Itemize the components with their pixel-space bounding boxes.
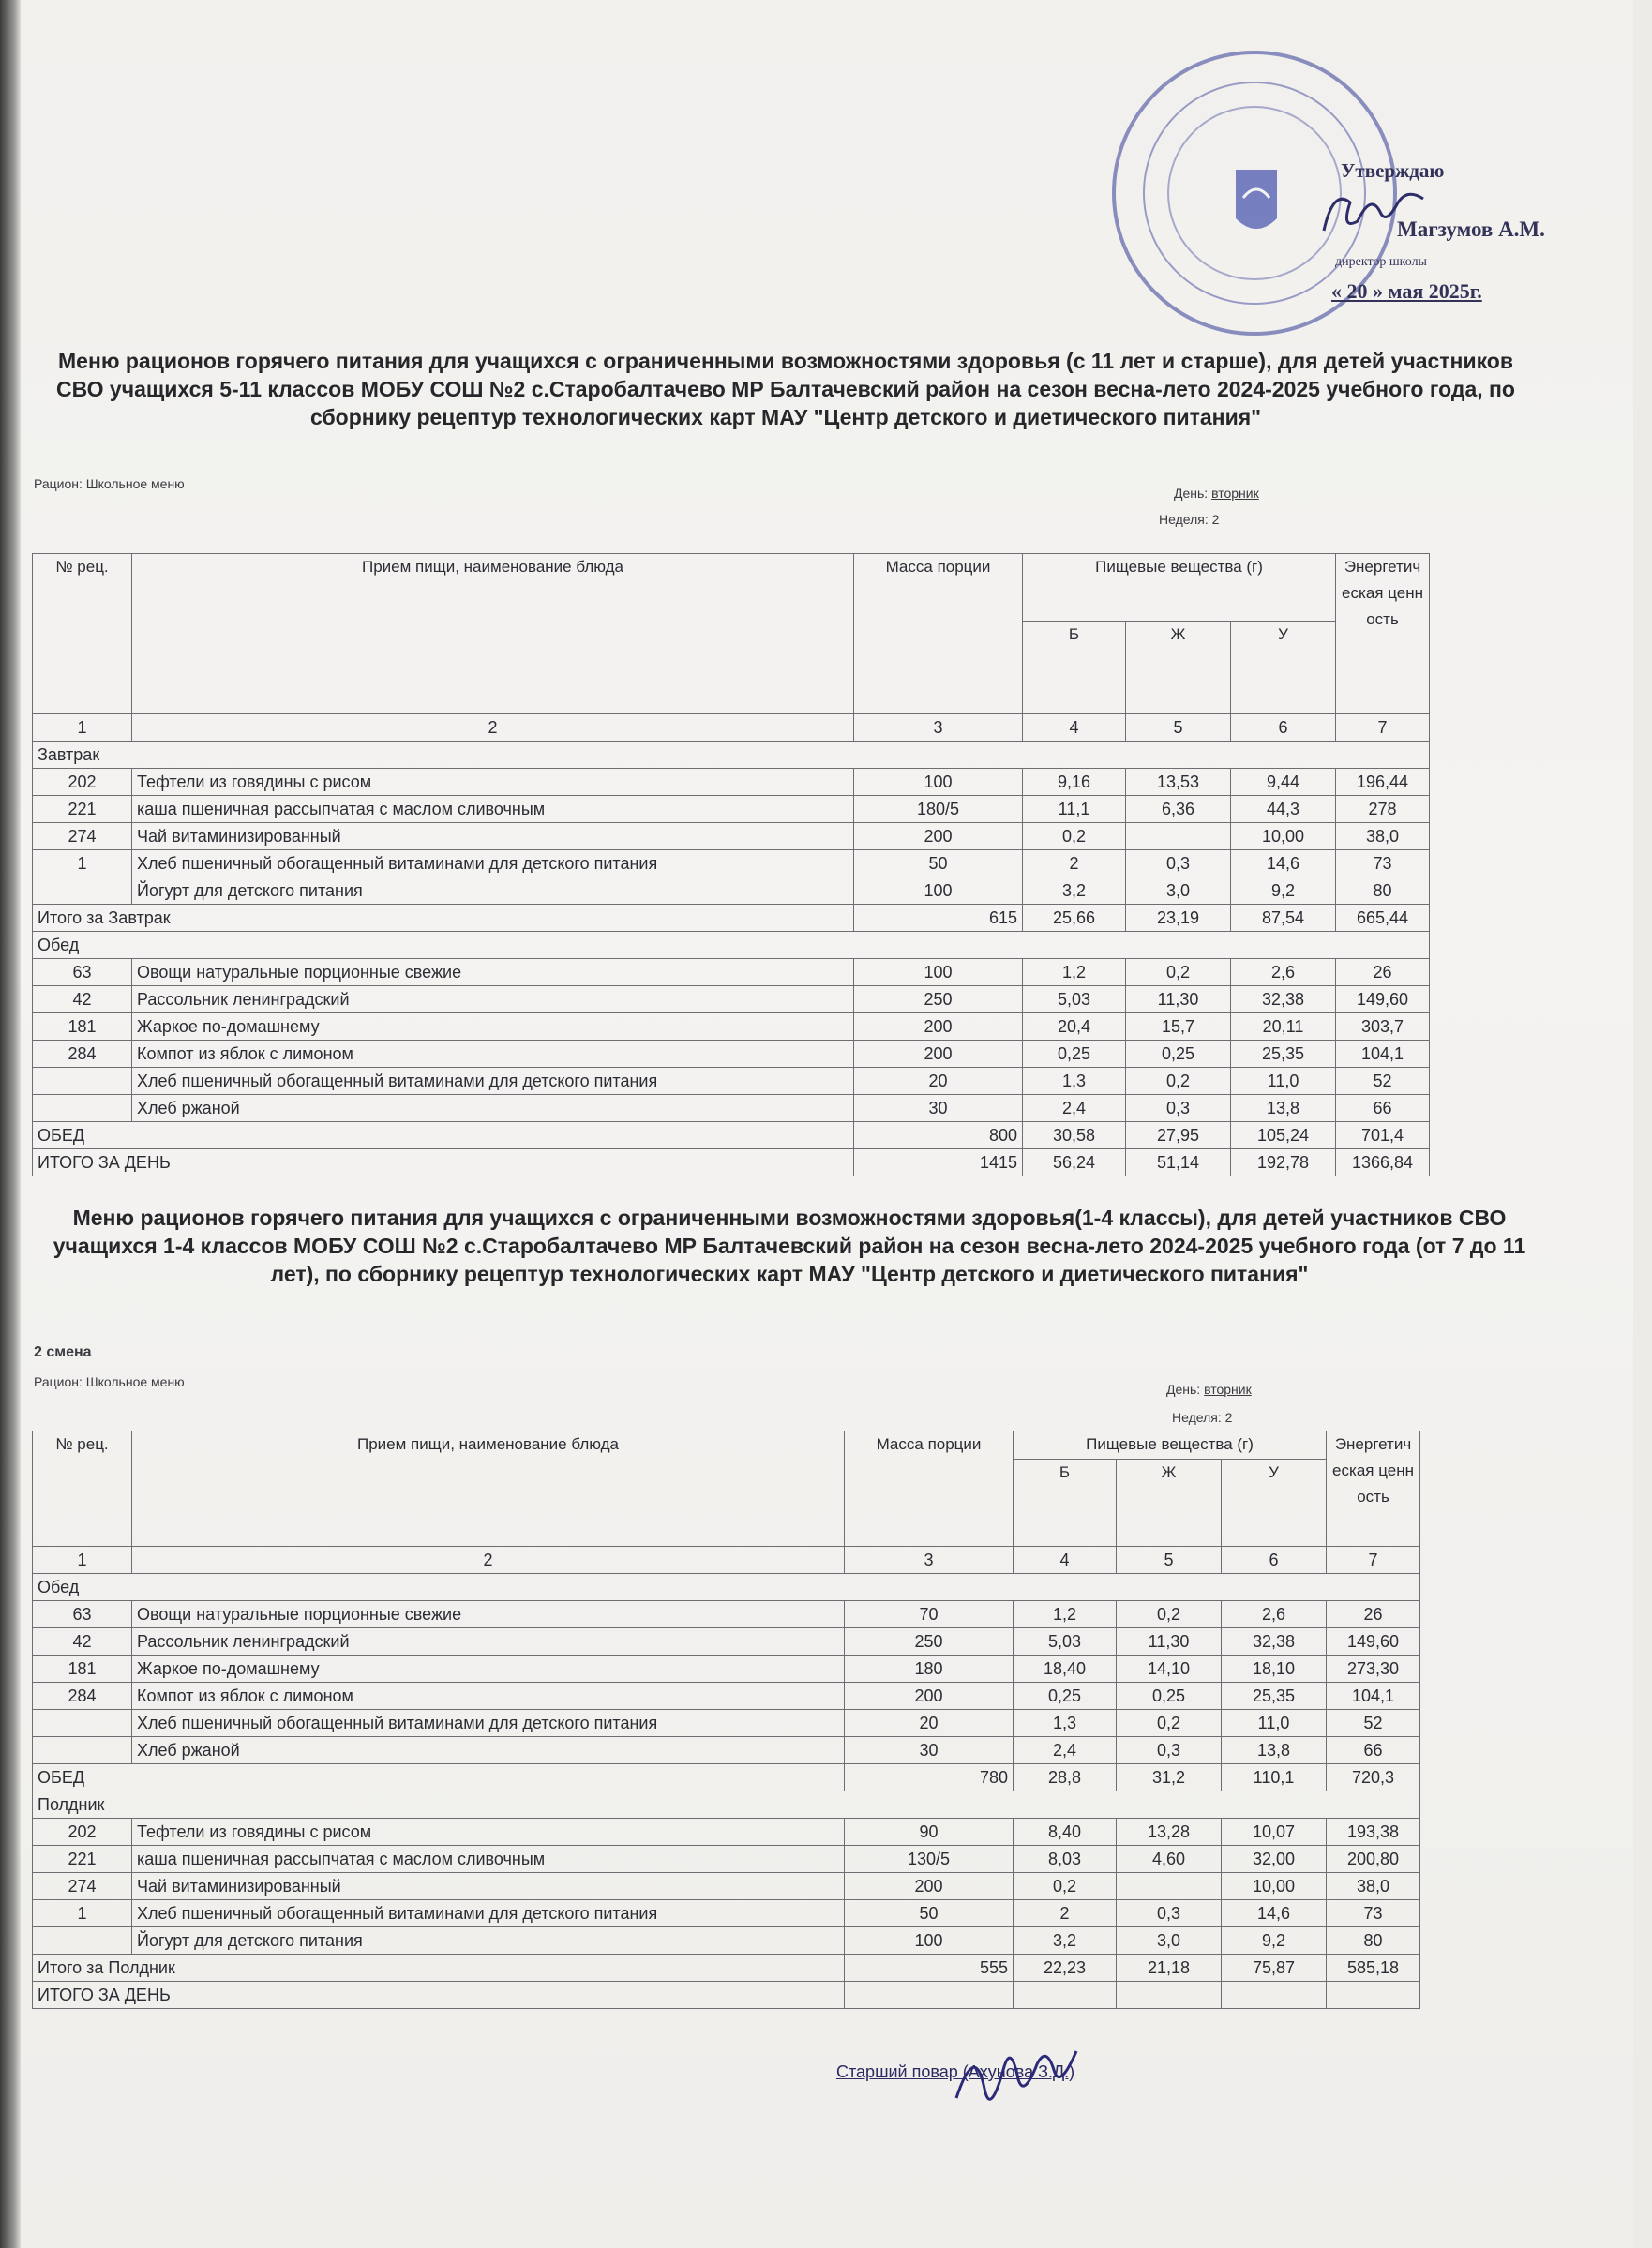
table-row: [33, 877, 1430, 905]
cell-energy: 1366,84: [1336, 1149, 1430, 1176]
cell-energy: 701,4: [1336, 1122, 1430, 1149]
table-row: [33, 1819, 1420, 1846]
day-label: День:: [1174, 486, 1209, 501]
cell-recipe-no: [33, 1710, 132, 1737]
col-num-2: 2: [132, 1547, 845, 1574]
cell-carbs: 2,6: [1222, 1601, 1327, 1628]
table-row: [33, 1628, 1420, 1656]
cook-signature: [947, 2032, 1088, 2117]
signer-position: директор школы: [1335, 255, 1427, 269]
cell-fat: [1117, 1873, 1222, 1900]
cell-recipe-no: 63: [33, 959, 132, 986]
cell-carbs: 32,38: [1222, 1628, 1327, 1656]
section-title: Обед: [33, 932, 1430, 959]
table-row: [33, 986, 1430, 1013]
cell-carbs: 192,78: [1231, 1149, 1336, 1176]
menu2-week: 2: [1224, 1410, 1233, 1425]
cell-carbs: 32,00: [1222, 1846, 1327, 1873]
cell-mass: 130/5: [845, 1846, 1014, 1873]
cell-energy: 720,3: [1327, 1764, 1420, 1791]
cell-mass: 800: [854, 1122, 1023, 1149]
cell-fat: 0,2: [1126, 959, 1231, 986]
cell-fat: 21,18: [1117, 1955, 1222, 1982]
table-row: [33, 1068, 1430, 1095]
cell-carbs: 32,38: [1231, 986, 1336, 1013]
cell-energy: 585,18: [1327, 1955, 1420, 1982]
col-num-7: 7: [1336, 714, 1430, 742]
cell-protein: 18,40: [1014, 1656, 1117, 1683]
cell-dish-name: Овощи натуральные порционные свежие: [132, 1601, 845, 1628]
cell-protein: 2: [1014, 1900, 1117, 1927]
cell-carbs: 105,24: [1231, 1122, 1336, 1149]
cell-dish-name: Хлеб пшеничный обогащенный витаминами для детского питания: [132, 1900, 845, 1927]
menu2-title: Меню рационов горячего питания для учащихся с ограниченными возможностями здоровья(1-4 классы), для детей участников СВО учащихся 1-4 классов МОБУ СОШ №2 с.Старобалтачево МР Балтачевский район на сезон весна-лето 2024-2025 учебного года (от 7 до 11 лет), по сборнику рецептур технологических карт МАУ "Центр детского и диетического питания": [53, 1206, 1526, 1286]
header-no: № рец.: [33, 1431, 132, 1547]
cell-protein: 0,2: [1023, 823, 1126, 850]
menu1-ration: Рацион: Школьное меню: [34, 476, 185, 491]
cell-carbs: 9,2: [1231, 877, 1336, 905]
cell-carbs: 20,11: [1231, 1013, 1336, 1041]
cell-mass: 200: [854, 1041, 1023, 1068]
cell-fat: 13,28: [1117, 1819, 1222, 1846]
table-row: [33, 823, 1430, 850]
cell-dish-name: Жаркое по-домашнему: [132, 1013, 854, 1041]
cell-protein: 5,03: [1014, 1628, 1117, 1656]
cell-energy: 193,38: [1327, 1819, 1420, 1846]
scan-edge: [0, 0, 21, 2248]
col-num-3: 3: [854, 714, 1023, 742]
cell-protein: 28,8: [1014, 1764, 1117, 1791]
cell-protein: 25,66: [1023, 905, 1126, 932]
cell-mass: 100: [854, 877, 1023, 905]
cell-mass: 180/5: [854, 796, 1023, 823]
cell-recipe-no: [33, 877, 132, 905]
cell-recipe-no: 221: [33, 796, 132, 823]
cell-carbs: 25,35: [1231, 1041, 1336, 1068]
cell-recipe-no: 284: [33, 1041, 132, 1068]
cell-fat: 0,2: [1117, 1601, 1222, 1628]
cell-recipe-no: 181: [33, 1656, 132, 1683]
table-row: [33, 1927, 1420, 1955]
cell-protein: [1014, 1982, 1117, 2009]
cell-recipe-no: 181: [33, 1013, 132, 1041]
cell-fat: 0,25: [1126, 1041, 1231, 1068]
col-num-6: 6: [1231, 714, 1336, 742]
total-label: ОБЕД: [33, 1764, 845, 1791]
table-row: [33, 959, 1430, 986]
menu2-shift: 2 смена: [34, 1344, 92, 1360]
cell-protein: 1,3: [1014, 1710, 1117, 1737]
total-label: Итого за Завтрак: [33, 905, 854, 932]
cell-energy: 73: [1336, 850, 1430, 877]
cell-recipe-no: 274: [33, 823, 132, 850]
cell-fat: 31,2: [1117, 1764, 1222, 1791]
cell-mass: 70: [845, 1601, 1014, 1628]
cell-protein: 2: [1023, 850, 1126, 877]
col-num-5: 5: [1117, 1547, 1222, 1574]
cell-carbs: 13,8: [1231, 1095, 1336, 1122]
cell-fat: 0,3: [1126, 850, 1231, 877]
col-num-3: 3: [845, 1547, 1014, 1574]
table-row: [33, 1900, 1420, 1927]
cell-protein: 1,3: [1023, 1068, 1126, 1095]
cell-mass: 555: [845, 1955, 1014, 1982]
cell-fat: 51,14: [1126, 1149, 1231, 1176]
header-energy: Энергетическая ценность: [1336, 554, 1430, 714]
cell-fat: 4,60: [1117, 1846, 1222, 1873]
menu2-table: [32, 1431, 1420, 2009]
cell-energy: 196,44: [1336, 769, 1430, 796]
col-num-4: 4: [1014, 1547, 1117, 1574]
total-row: [33, 1149, 1430, 1176]
cell-carbs: 110,1: [1222, 1764, 1327, 1791]
menu1-week-row: [1159, 512, 1219, 527]
cell-protein: 0,25: [1014, 1683, 1117, 1710]
cell-mass: 90: [845, 1819, 1014, 1846]
header-u: У: [1231, 622, 1336, 714]
cell-dish-name: Хлеб ржаной: [132, 1095, 854, 1122]
col-num-2: 2: [132, 714, 854, 742]
total-row: [33, 1955, 1420, 1982]
cell-dish-name: каша пшеничная рассыпчатая с маслом сливочным: [132, 1846, 845, 1873]
menu2-ration: Рацион: Школьное меню: [34, 1374, 185, 1389]
cell-energy: 665,44: [1336, 905, 1430, 932]
cell-energy: 278: [1336, 796, 1430, 823]
cell-protein: 22,23: [1014, 1955, 1117, 1982]
cell-carbs: 10,00: [1231, 823, 1336, 850]
cell-carbs: 11,0: [1222, 1710, 1327, 1737]
cell-mass: 180: [845, 1656, 1014, 1683]
cell-mass: 100: [854, 959, 1023, 986]
cell-mass: 615: [854, 905, 1023, 932]
table-row: [33, 1041, 1430, 1068]
cell-fat: 0,3: [1126, 1095, 1231, 1122]
cell-fat: 14,10: [1117, 1656, 1222, 1683]
cell-energy: 303,7: [1336, 1013, 1430, 1041]
cell-mass: 1415: [854, 1149, 1023, 1176]
menu1-day: вторник: [1211, 486, 1259, 501]
table-row: [33, 850, 1430, 877]
cell-recipe-no: 202: [33, 769, 132, 796]
cell-protein: 8,40: [1014, 1819, 1117, 1846]
cell-carbs: [1222, 1982, 1327, 2009]
cell-fat: 11,30: [1117, 1628, 1222, 1656]
cell-mass: 200: [845, 1683, 1014, 1710]
cell-mass: 200: [854, 1013, 1023, 1041]
cell-dish-name: Йогурт для детского питания: [132, 1927, 845, 1955]
total-label: ИТОГО ЗА ДЕНЬ: [33, 1149, 854, 1176]
cell-carbs: 10,00: [1222, 1873, 1327, 1900]
cell-dish-name: Хлеб пшеничный обогащенный витаминами для детского питания: [132, 1710, 845, 1737]
table-row: [33, 796, 1430, 823]
section-row: [33, 932, 1430, 959]
cell-recipe-no: 63: [33, 1601, 132, 1628]
menu1-table: [32, 553, 1430, 1176]
table-row: [33, 769, 1430, 796]
cell-energy: 104,1: [1327, 1683, 1420, 1710]
header-no: № рец.: [33, 554, 132, 714]
total-label: Итого за Полдник: [33, 1955, 845, 1982]
cell-recipe-no: [33, 1068, 132, 1095]
cell-protein: 0,2: [1014, 1873, 1117, 1900]
cell-recipe-no: 42: [33, 1628, 132, 1656]
col-num-4: 4: [1023, 714, 1126, 742]
week-label: Неделя:: [1172, 1410, 1222, 1425]
section-row: [33, 1791, 1420, 1819]
cell-energy: 38,0: [1336, 823, 1430, 850]
cell-carbs: 87,54: [1231, 905, 1336, 932]
header-zh: Ж: [1126, 622, 1231, 714]
cell-fat: [1117, 1982, 1222, 2009]
cell-dish-name: каша пшеничная рассыпчатая с маслом сливочным: [132, 796, 854, 823]
day-label: День:: [1166, 1382, 1201, 1397]
cell-protein: 8,03: [1014, 1846, 1117, 1873]
cell-energy: 104,1: [1336, 1041, 1430, 1068]
cell-carbs: 2,6: [1231, 959, 1336, 986]
cell-protein: 20,4: [1023, 1013, 1126, 1041]
section-row: [33, 1574, 1420, 1601]
section-row: [33, 742, 1430, 769]
cell-recipe-no: 1: [33, 1900, 132, 1927]
menu1-day-row: [1174, 486, 1259, 501]
cell-mass: 250: [854, 986, 1023, 1013]
table-row: [33, 1683, 1420, 1710]
cell-energy: 26: [1327, 1601, 1420, 1628]
cell-fat: 23,19: [1126, 905, 1231, 932]
cell-energy: 38,0: [1327, 1873, 1420, 1900]
col-num-6: 6: [1222, 1547, 1327, 1574]
cell-fat: 0,2: [1126, 1068, 1231, 1095]
cell-recipe-no: [33, 1095, 132, 1122]
cell-protein: 1,2: [1014, 1601, 1117, 1628]
cell-fat: 13,53: [1126, 769, 1231, 796]
cell-energy: 149,60: [1327, 1628, 1420, 1656]
cell-mass: 250: [845, 1628, 1014, 1656]
cell-mass: 30: [845, 1737, 1014, 1764]
cell-dish-name: Жаркое по-домашнему: [132, 1656, 845, 1683]
cell-dish-name: Хлеб пшеничный обогащенный витаминами для детского питания: [132, 1068, 854, 1095]
header-energy: Энергетическая ценность: [1327, 1431, 1420, 1547]
cell-mass: 200: [854, 823, 1023, 850]
table-row: [33, 1710, 1420, 1737]
cell-recipe-no: 42: [33, 986, 132, 1013]
cell-dish-name: Чай витаминизированный: [132, 1873, 845, 1900]
total-row: [33, 1982, 1420, 2009]
menu1-week: 2: [1211, 512, 1220, 527]
cell-dish-name: Тефтели из говядины с рисом: [132, 769, 854, 796]
cell-energy: 66: [1336, 1095, 1430, 1122]
table-row: [33, 1013, 1430, 1041]
cell-protein: 5,03: [1023, 986, 1126, 1013]
header-nutrients: Пищевые вещества (г): [1023, 554, 1336, 622]
cell-carbs: 13,8: [1222, 1737, 1327, 1764]
cell-fat: 0,25: [1117, 1683, 1222, 1710]
col-num-1: 1: [33, 714, 132, 742]
director-signature: [1316, 184, 1429, 249]
cell-dish-name: Хлеб ржаной: [132, 1737, 845, 1764]
cell-dish-name: Рассольник ленинградский: [132, 986, 854, 1013]
cell-energy: 66: [1327, 1737, 1420, 1764]
cell-carbs: 9,44: [1231, 769, 1336, 796]
cell-fat: 3,0: [1126, 877, 1231, 905]
cell-fat: 3,0: [1117, 1927, 1222, 1955]
col-num-1: 1: [33, 1547, 132, 1574]
cell-protein: 2,4: [1023, 1095, 1126, 1122]
cell-energy: 73: [1327, 1900, 1420, 1927]
cell-mass: 30: [854, 1095, 1023, 1122]
cell-protein: 56,24: [1023, 1149, 1126, 1176]
cell-fat: [1126, 823, 1231, 850]
table-row: [33, 1737, 1420, 1764]
week-label: Неделя:: [1159, 512, 1209, 527]
table-row: [33, 1601, 1420, 1628]
cell-protein: 1,2: [1023, 959, 1126, 986]
cell-carbs: 9,2: [1222, 1927, 1327, 1955]
cell-protein: 0,25: [1023, 1041, 1126, 1068]
header-u: У: [1222, 1459, 1327, 1546]
table-row: [33, 1873, 1420, 1900]
section-title: Завтрак: [33, 742, 1430, 769]
table-row: [33, 1656, 1420, 1683]
cell-mass: 780: [845, 1764, 1014, 1791]
cell-protein: 3,2: [1014, 1927, 1117, 1955]
cell-dish-name: Компот из яблок с лимоном: [132, 1683, 845, 1710]
total-row: [33, 905, 1430, 932]
cell-mass: 200: [845, 1873, 1014, 1900]
cell-energy: 80: [1336, 877, 1430, 905]
cell-dish-name: Хлеб пшеничный обогащенный витаминами для детского питания: [132, 850, 854, 877]
header-zh: Ж: [1117, 1459, 1222, 1546]
cell-energy: 52: [1336, 1068, 1430, 1095]
cell-dish-name: Рассольник ленинградский: [132, 1628, 845, 1656]
cell-energy: 26: [1336, 959, 1430, 986]
header-b: Б: [1023, 622, 1126, 714]
total-row: [33, 1764, 1420, 1791]
cell-mass: 50: [845, 1900, 1014, 1927]
menu2-day: вторник: [1204, 1382, 1252, 1397]
cell-energy: 200,80: [1327, 1846, 1420, 1873]
header-b: Б: [1014, 1459, 1117, 1546]
cell-recipe-no: 284: [33, 1683, 132, 1710]
cell-energy: 149,60: [1336, 986, 1430, 1013]
cell-carbs: 44,3: [1231, 796, 1336, 823]
cell-fat: 0,3: [1117, 1900, 1222, 1927]
footer-cook: Старший повар (Ахунова З.Д.): [836, 2062, 1075, 2081]
signer-name: Магзумов А.М.: [1397, 217, 1545, 241]
cell-fat: 6,36: [1126, 796, 1231, 823]
cell-carbs: 14,6: [1222, 1900, 1327, 1927]
cell-dish-name: Компот из яблок с лимоном: [132, 1041, 854, 1068]
header-name: Прием пищи, наименование блюда: [132, 1431, 845, 1547]
cell-carbs: 11,0: [1231, 1068, 1336, 1095]
header-name: Прием пищи, наименование блюда: [132, 554, 854, 714]
cell-carbs: 25,35: [1222, 1683, 1327, 1710]
cell-mass: 100: [845, 1927, 1014, 1955]
section-title: Обед: [33, 1574, 1420, 1601]
cell-recipe-no: 1: [33, 850, 132, 877]
table-row: [33, 1095, 1430, 1122]
total-label: ИТОГО ЗА ДЕНЬ: [33, 1982, 845, 2009]
menu1-title: Меню рационов горячего питания для учащихся с ограниченными возможностями здоровья (с 11 лет и старше), для детей участников СВО учащихся 5-11 классов МОБУ СОШ №2 с.Старобалтачево МР Балтачевский район на сезон весна-лето 2024-2025 учебного года, по сборнику рецептур технологических карт МАУ "Центр детского и диетического питания": [56, 349, 1515, 429]
header-mass: Масса порции: [854, 554, 1023, 714]
section-title: Полдник: [33, 1791, 1420, 1819]
cell-energy: 80: [1327, 1927, 1420, 1955]
col-num-7: 7: [1327, 1547, 1420, 1574]
cell-mass: 20: [854, 1068, 1023, 1095]
col-num-5: 5: [1126, 714, 1231, 742]
cell-protein: 11,1: [1023, 796, 1126, 823]
cell-recipe-no: [33, 1927, 132, 1955]
approve-label: Утверждаю: [1341, 159, 1445, 182]
total-row: [33, 1122, 1430, 1149]
cell-mass: 100: [854, 769, 1023, 796]
cell-protein: 9,16: [1023, 769, 1126, 796]
cell-fat: 15,7: [1126, 1013, 1231, 1041]
table-row: [33, 1846, 1420, 1873]
cell-mass: 20: [845, 1710, 1014, 1737]
total-label: ОБЕД: [33, 1122, 854, 1149]
cell-dish-name: Тефтели из говядины с рисом: [132, 1819, 845, 1846]
cell-dish-name: Чай витаминизированный: [132, 823, 854, 850]
cell-fat: 27,95: [1126, 1122, 1231, 1149]
cell-protein: 2,4: [1014, 1737, 1117, 1764]
cell-dish-name: Йогурт для детского питания: [132, 877, 854, 905]
menu2-week-row: [1172, 1410, 1232, 1425]
cell-fat: 0,3: [1117, 1737, 1222, 1764]
menu2-day-row: [1166, 1382, 1252, 1397]
cell-recipe-no: 202: [33, 1819, 132, 1846]
cell-dish-name: Овощи натуральные порционные свежие: [132, 959, 854, 986]
cell-mass: [845, 1982, 1014, 2009]
cell-energy: 52: [1327, 1710, 1420, 1737]
cell-recipe-no: 221: [33, 1846, 132, 1873]
cell-carbs: 10,07: [1222, 1819, 1327, 1846]
cell-fat: 11,30: [1126, 986, 1231, 1013]
cell-carbs: 18,10: [1222, 1656, 1327, 1683]
cell-energy: 273,30: [1327, 1656, 1420, 1683]
cell-recipe-no: 274: [33, 1873, 132, 1900]
cell-mass: 50: [854, 850, 1023, 877]
cell-fat: 0,2: [1117, 1710, 1222, 1737]
header-nutrients: Пищевые вещества (г): [1014, 1431, 1327, 1460]
cell-protein: 3,2: [1023, 877, 1126, 905]
cell-recipe-no: [33, 1737, 132, 1764]
cell-carbs: 14,6: [1231, 850, 1336, 877]
cell-carbs: 75,87: [1222, 1955, 1327, 1982]
approval-date: « 20 » мая 2025г.: [1331, 279, 1482, 303]
header-mass: Масса порции: [845, 1431, 1014, 1547]
cell-energy: [1327, 1982, 1420, 2009]
cell-protein: 30,58: [1023, 1122, 1126, 1149]
